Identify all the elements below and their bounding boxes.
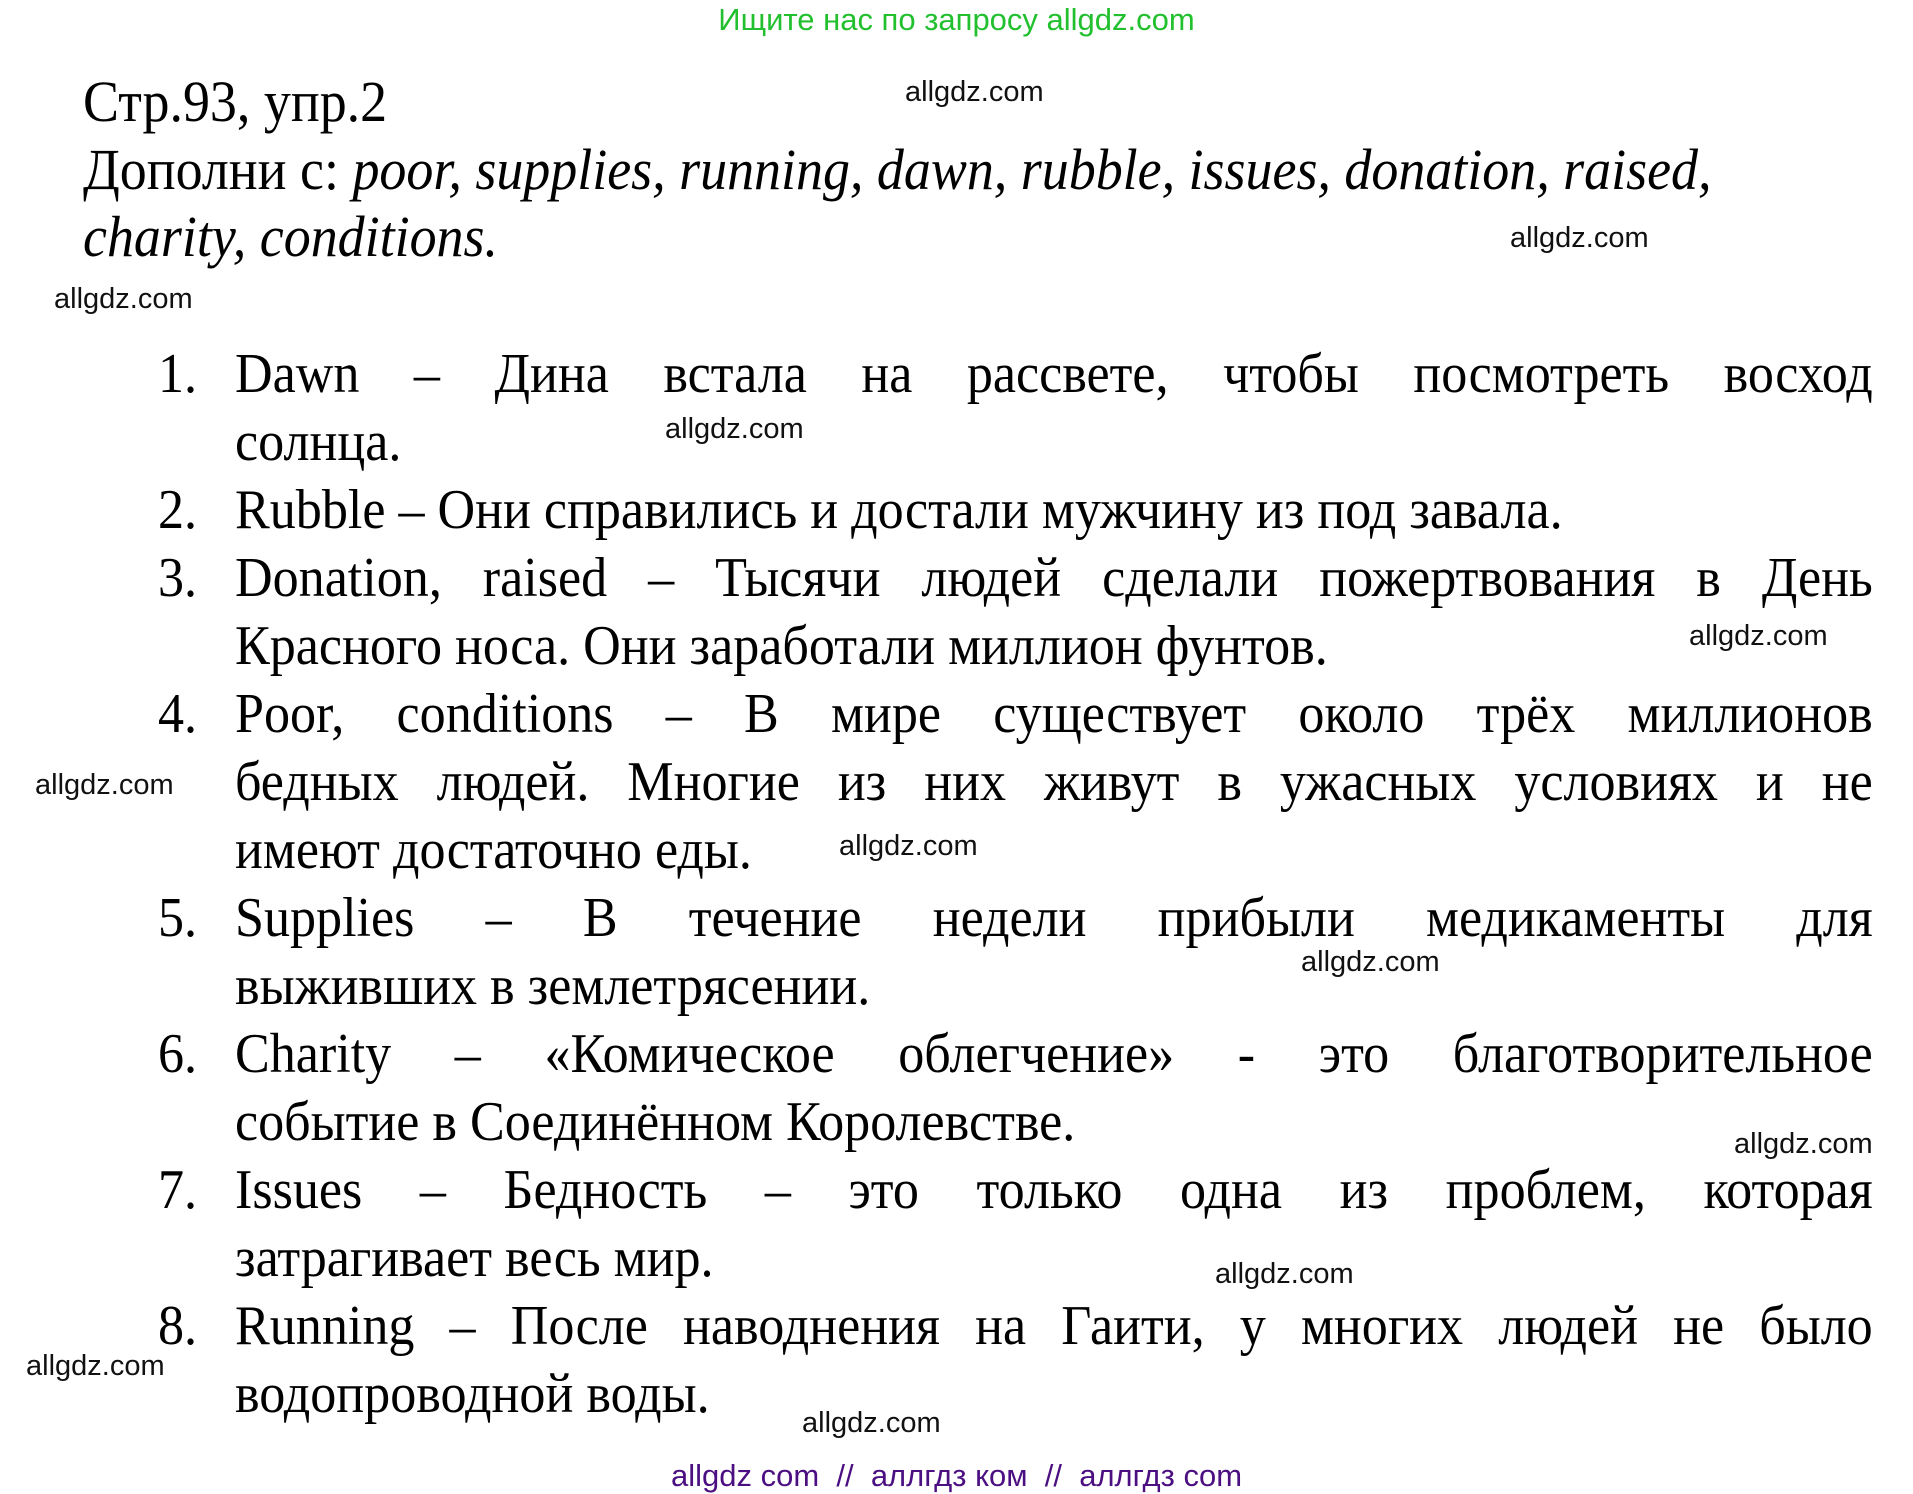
item-line: выживших в землетрясении. — [235, 955, 871, 1017]
item-number: 6. — [158, 1023, 198, 1085]
item-line: событие в Соединённом Королевстве. — [235, 1091, 1076, 1153]
item-line: Poor, conditions – В мире существует около трёх миллионов — [235, 683, 1873, 745]
item-number: 8. — [158, 1295, 198, 1357]
item-line: затрагивает весь мир. — [235, 1227, 714, 1289]
answer-list — [0, 340, 1913, 1428]
item-line: Красного носа. Они заработали миллион фунтов. — [235, 615, 1328, 677]
watermark: allgdz.com — [802, 1407, 941, 1439]
watermark: allgdz.com — [1510, 222, 1649, 254]
item-text — [235, 340, 1873, 476]
list-item — [0, 884, 1913, 1020]
top-banner: Ищите нас по запросу allgdz.com — [718, 2, 1195, 37]
item-number: 3. — [158, 547, 198, 609]
item-text — [235, 1156, 1873, 1292]
footer-links: allgdz com // аллгдз ком // аллгдз com — [670, 1458, 1243, 1493]
item-number: 5. — [158, 887, 198, 949]
watermark: allgdz.com — [54, 283, 193, 315]
watermark: allgdz.com — [665, 413, 804, 445]
item-line: водопроводной воды. — [235, 1363, 710, 1425]
watermark: allgdz.com — [905, 76, 1044, 108]
item-line: Charity – «Комическое облегчение» - это благотворительное — [235, 1023, 1873, 1085]
watermark: allgdz.com — [35, 769, 174, 801]
page-title: Стр.93, упр.2 — [83, 69, 388, 134]
item-number: 1. — [158, 343, 198, 405]
item-line: Dawn – Дина встала на рассвете, чтобы посмотреть восход — [235, 343, 1873, 405]
item-line: имеют достаточно еды. — [235, 819, 752, 881]
item-line: Donation, raised – Тысячи людей сделали пожертвования в День — [235, 547, 1873, 609]
item-line: Rubble – Они справились и достали мужчину из под завала. — [235, 479, 1563, 541]
list-item — [0, 1020, 1913, 1156]
item-number: 2. — [158, 479, 198, 541]
word-bank: poor, supplies, running, dawn, rubble, issues, donation, raised, — [352, 137, 1712, 202]
watermark: allgdz.com — [1689, 620, 1828, 652]
watermark: allgdz.com — [1301, 946, 1440, 978]
word-bank-continued: charity, conditions. — [83, 204, 499, 269]
item-text — [235, 680, 1873, 884]
item-text — [235, 1020, 1873, 1156]
watermark: allgdz.com — [1215, 1258, 1354, 1290]
watermark: allgdz.com — [26, 1350, 165, 1382]
item-line: Supplies – В течение недели прибыли медикаменты для — [235, 887, 1873, 949]
list-item — [0, 544, 1913, 680]
item-number: 4. — [158, 683, 198, 745]
list-item — [0, 1156, 1913, 1292]
item-text — [235, 544, 1873, 680]
item-line: Issues – Бедность – это только одна из проблем, которая — [235, 1159, 1873, 1221]
list-item — [0, 476, 1913, 544]
item-text — [235, 884, 1873, 1020]
list-item — [0, 1292, 1913, 1428]
instruction-line-1 — [83, 136, 1897, 203]
item-text — [235, 476, 1873, 544]
watermark: allgdz.com — [839, 830, 978, 862]
item-line: бедных людей. Многие из них живут в ужасных условиях и не — [235, 751, 1873, 813]
item-text — [235, 1292, 1873, 1428]
list-item — [0, 340, 1913, 476]
item-number: 7. — [158, 1159, 198, 1221]
item-line: Running – После наводнения на Гаити, у многих людей не было — [235, 1295, 1873, 1357]
item-line: солнца. — [235, 411, 402, 473]
watermark: allgdz.com — [1734, 1128, 1873, 1160]
instruction-prefix: Дополни с: — [83, 137, 353, 202]
